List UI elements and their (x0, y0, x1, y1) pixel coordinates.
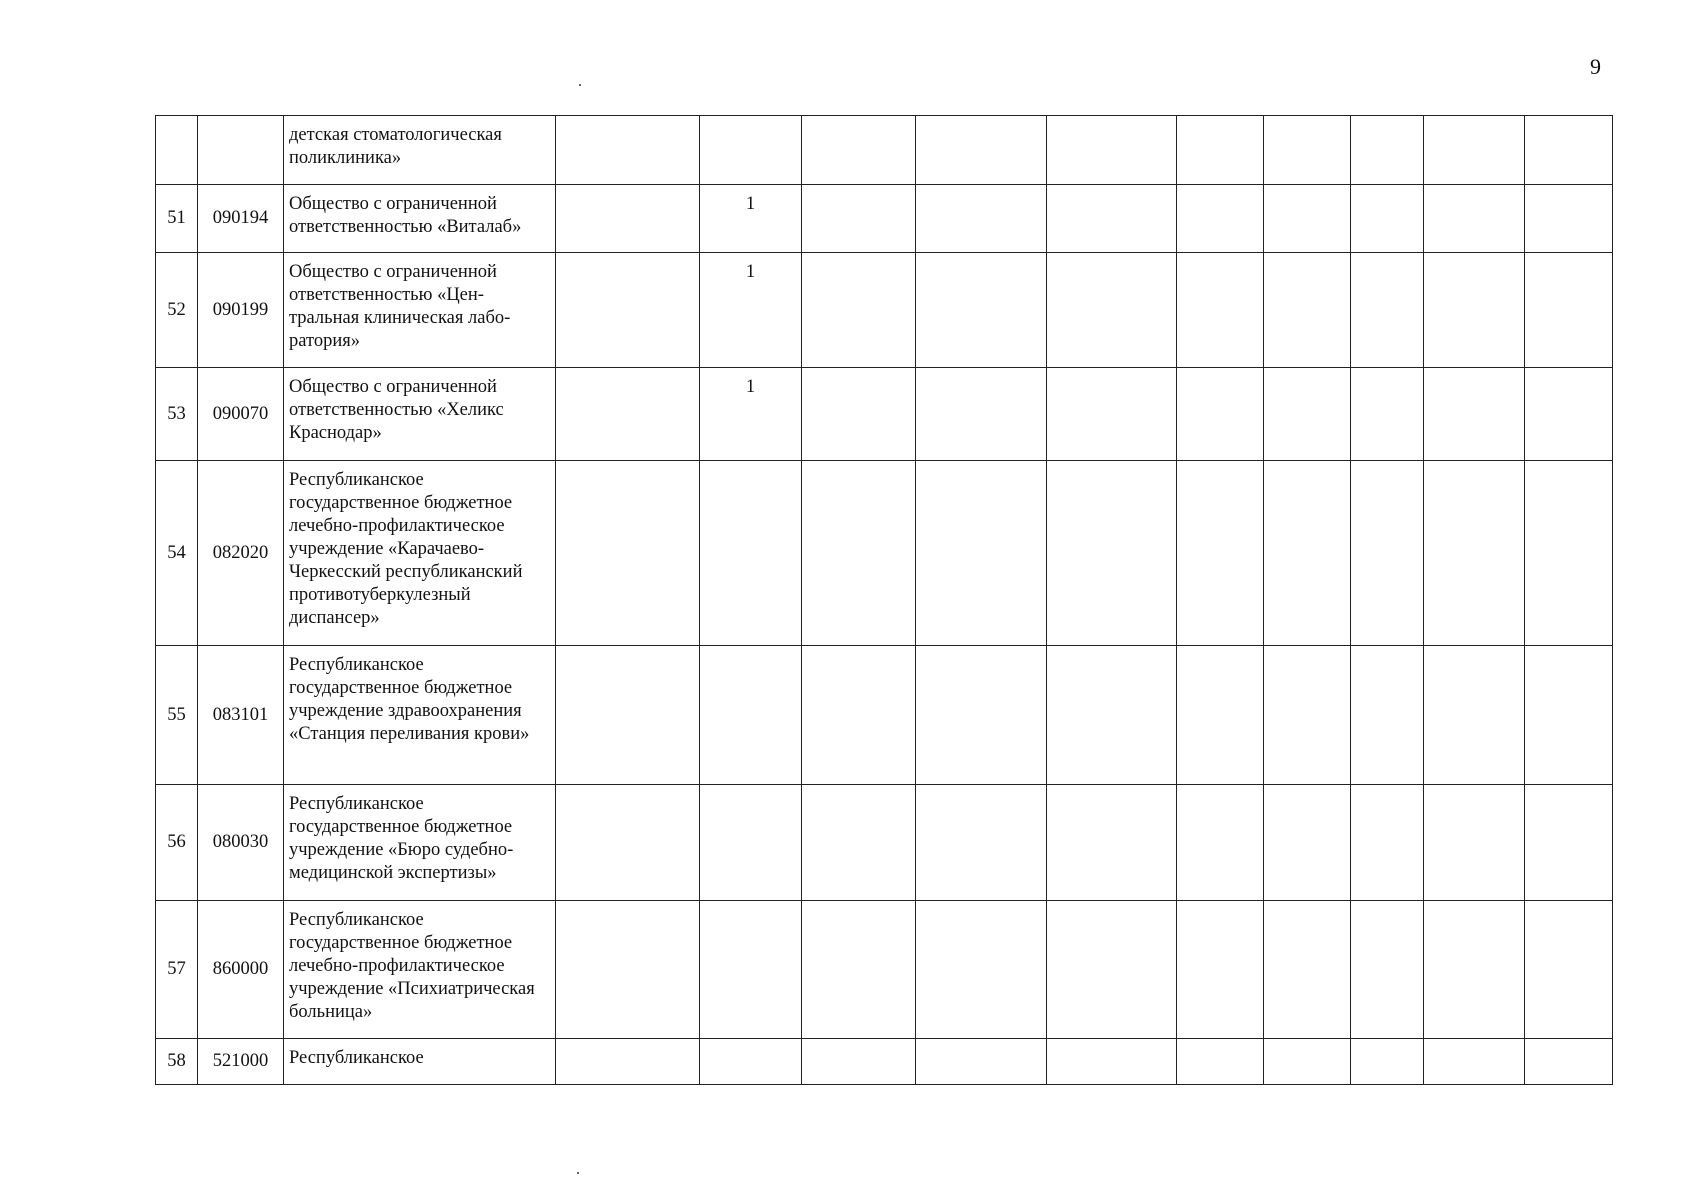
empty-cell (916, 253, 1047, 368)
organization-name: Республиканское государственное бюджетное лечебно-профилактическое учреждение «Карачаево-Черкесский республиканский противотуберкулезный диспансер» (284, 461, 556, 646)
empty-cell (1525, 253, 1613, 368)
empty-cell (1177, 185, 1264, 253)
empty-cell (1351, 785, 1424, 901)
registry-table (155, 115, 1613, 1085)
row-code (198, 116, 284, 185)
empty-cell (1525, 185, 1613, 253)
empty-cell (1264, 116, 1351, 185)
row-code: 082020 (198, 461, 284, 646)
empty-cell (916, 901, 1047, 1039)
row-code: 090070 (198, 368, 284, 461)
empty-cell (1264, 461, 1351, 646)
table-row (156, 461, 1613, 646)
empty-cell (802, 785, 916, 901)
row-number: 53 (156, 368, 198, 461)
value-cell (556, 646, 700, 785)
value-cell (700, 901, 802, 1039)
empty-cell (1351, 253, 1424, 368)
empty-cell (1047, 368, 1177, 461)
empty-cell (1177, 368, 1264, 461)
empty-cell (1047, 116, 1177, 185)
row-code: 090199 (198, 253, 284, 368)
row-number: 54 (156, 461, 198, 646)
row-number: 55 (156, 646, 198, 785)
empty-cell (1047, 253, 1177, 368)
value-cell (556, 785, 700, 901)
organization-name: детская стоматологическая поликлиника» (284, 116, 556, 185)
organization-name: Республиканское государственное бюджетное учреждение здравоохранения «Станция переливания крови» (284, 646, 556, 785)
empty-cell (916, 785, 1047, 901)
empty-cell (802, 368, 916, 461)
scan-speck (579, 84, 581, 86)
empty-cell (1424, 368, 1525, 461)
empty-cell (1351, 646, 1424, 785)
empty-cell (1351, 116, 1424, 185)
empty-cell (1264, 368, 1351, 461)
empty-cell (802, 901, 916, 1039)
empty-cell (1525, 646, 1613, 785)
empty-cell (1525, 901, 1613, 1039)
empty-cell (1264, 253, 1351, 368)
table-row (156, 785, 1613, 901)
table-row (156, 646, 1613, 785)
empty-cell (1525, 1039, 1613, 1085)
scan-speck (577, 1172, 579, 1174)
row-number: 51 (156, 185, 198, 253)
value-cell (556, 461, 700, 646)
row-number: 56 (156, 785, 198, 901)
empty-cell (1047, 185, 1177, 253)
empty-cell (916, 646, 1047, 785)
row-number: 57 (156, 901, 198, 1039)
empty-cell (802, 646, 916, 785)
empty-cell (1424, 901, 1525, 1039)
value-cell (556, 368, 700, 461)
empty-cell (916, 368, 1047, 461)
empty-cell (1047, 1039, 1177, 1085)
empty-cell (1351, 185, 1424, 253)
empty-cell (1525, 785, 1613, 901)
empty-cell (1177, 646, 1264, 785)
empty-cell (1047, 461, 1177, 646)
empty-cell (1177, 1039, 1264, 1085)
organization-name: Общество с ограниченной ответственностью «Цен-тральная клиническая лабо-ратория» (284, 253, 556, 368)
organization-name: Республиканское государственное бюджетное лечебно-профилактическое учреждение «Психиатрическая больница» (284, 901, 556, 1039)
empty-cell (1047, 785, 1177, 901)
row-code: 521000 (198, 1039, 284, 1085)
empty-cell (1047, 901, 1177, 1039)
empty-cell (1264, 646, 1351, 785)
empty-cell (916, 116, 1047, 185)
empty-cell (1264, 785, 1351, 901)
table-row (156, 368, 1613, 461)
empty-cell (802, 253, 916, 368)
row-number: 58 (156, 1039, 198, 1085)
organization-name: Общество с ограниченной ответственностью «Хеликс Краснодар» (284, 368, 556, 461)
row-code: 860000 (198, 901, 284, 1039)
empty-cell (802, 185, 916, 253)
empty-cell (1424, 461, 1525, 646)
organization-name: Республиканское (284, 1039, 556, 1085)
value-cell: 1 (700, 185, 802, 253)
empty-cell (1351, 461, 1424, 646)
row-number (156, 116, 198, 185)
empty-cell (1424, 116, 1525, 185)
empty-cell (1525, 368, 1613, 461)
table-row (156, 253, 1613, 368)
empty-cell (1424, 1039, 1525, 1085)
value-cell (700, 116, 802, 185)
empty-cell (1264, 1039, 1351, 1085)
empty-cell (1047, 646, 1177, 785)
empty-cell (1177, 253, 1264, 368)
page-number: 9 (1590, 54, 1601, 79)
value-cell (700, 785, 802, 901)
empty-cell (1177, 461, 1264, 646)
empty-cell (1351, 1039, 1424, 1085)
row-code: 083101 (198, 646, 284, 785)
empty-cell (802, 1039, 916, 1085)
value-cell (700, 646, 802, 785)
empty-cell (1351, 901, 1424, 1039)
table-row (156, 1039, 1613, 1085)
empty-cell (1525, 116, 1613, 185)
empty-cell (1264, 901, 1351, 1039)
table-row (156, 901, 1613, 1039)
value-cell: 1 (700, 253, 802, 368)
value-cell: 1 (700, 368, 802, 461)
empty-cell (1424, 646, 1525, 785)
row-number: 52 (156, 253, 198, 368)
value-cell (556, 116, 700, 185)
empty-cell (802, 116, 916, 185)
value-cell (556, 253, 700, 368)
empty-cell (1525, 461, 1613, 646)
empty-cell (916, 185, 1047, 253)
row-code: 090194 (198, 185, 284, 253)
empty-cell (1424, 185, 1525, 253)
empty-cell (1264, 185, 1351, 253)
empty-cell (802, 461, 916, 646)
empty-cell (1424, 253, 1525, 368)
organization-name: Республиканское государственное бюджетное учреждение «Бюро судебно-медицинской экспертизы» (284, 785, 556, 901)
row-code: 080030 (198, 785, 284, 901)
value-cell (556, 901, 700, 1039)
organization-name: Общество с ограниченной ответственностью «Виталаб» (284, 185, 556, 253)
value-cell (556, 185, 700, 253)
value-cell (700, 461, 802, 646)
empty-cell (916, 1039, 1047, 1085)
table-row (156, 116, 1613, 185)
empty-cell (1177, 785, 1264, 901)
value-cell (556, 1039, 700, 1085)
table-row (156, 185, 1613, 253)
empty-cell (1177, 116, 1264, 185)
empty-cell (1424, 785, 1525, 901)
empty-cell (1177, 901, 1264, 1039)
empty-cell (1351, 368, 1424, 461)
empty-cell (916, 461, 1047, 646)
value-cell (700, 1039, 802, 1085)
